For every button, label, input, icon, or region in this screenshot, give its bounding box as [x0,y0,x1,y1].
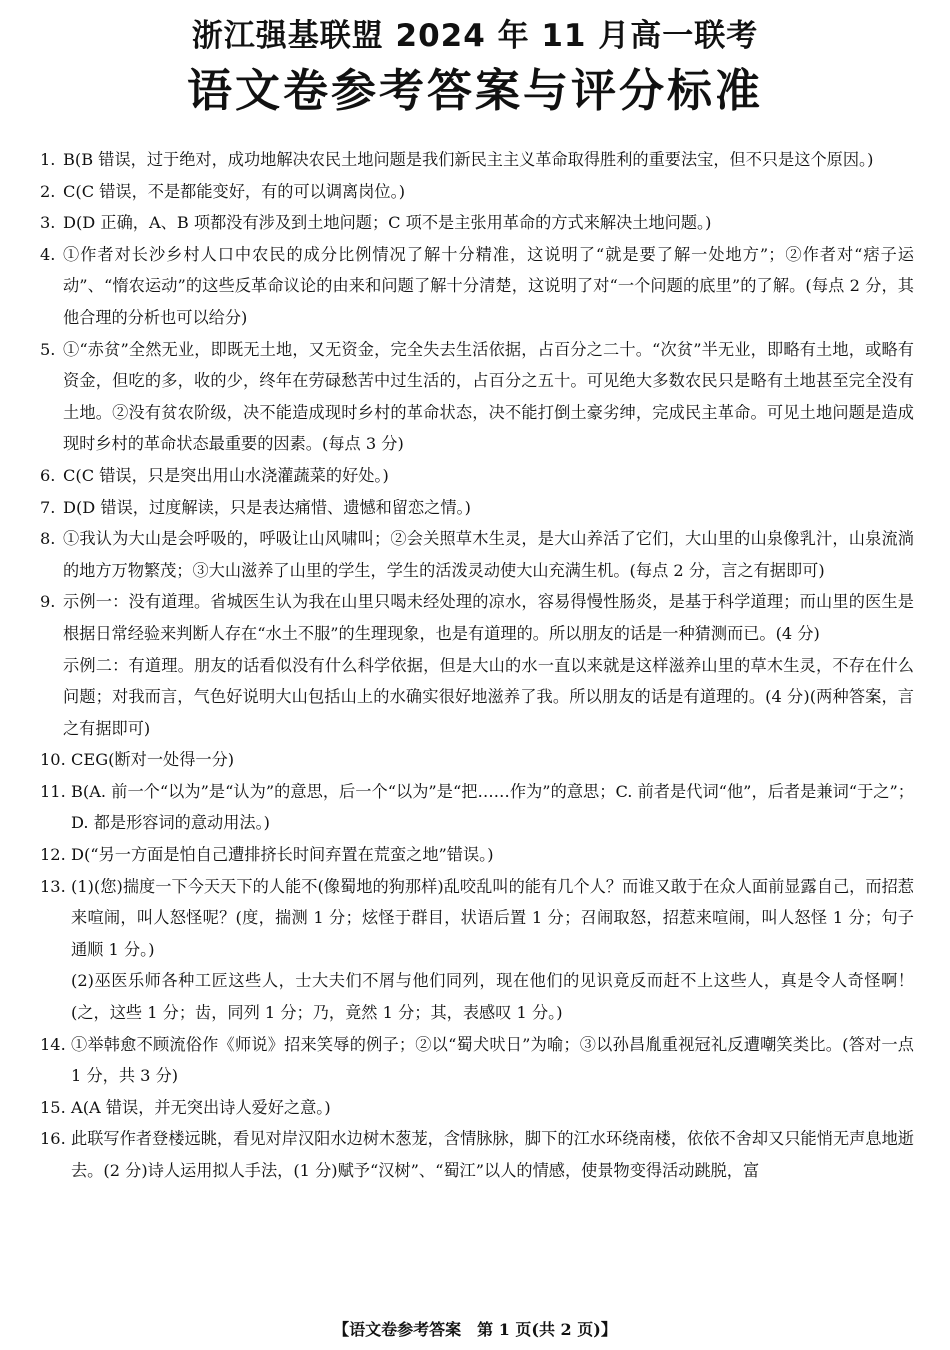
answer-text-part-1: (1)(您)揣度一下今天天下的人能不(像蜀地的狗那样)乱咬乱叫的能有几个人？而谁又敢于在众人面前显露自己，而招惹来喧闹，叫人怒怪呢？(度，揣测 1 分；炫怪于群目，状语后置 1 分；召闹取怒，招惹来喧闹，叫人怒怪 1 分；句子通顺 1 分。) [71,876,914,959]
answer-text: D(D 正确，A、B 项都没有涉及到土地问题；C 项不是主张用革命的方式来解决土地问题。) [63,213,712,233]
exam-title: 浙江强基联盟 2024 年 11 月高一联考 [191,18,759,54]
answer-item-11 [40,776,914,839]
answer-item-3 [40,207,914,239]
answer-item-9 [40,586,914,744]
answer-text: 此联写作者登楼远眺，看见对岸汉阳水边树木葱茏，含情脉脉，脚下的江水环绕南楼，依依不舍却又只能悄无声息地逝去。(2 分)诗人运用拟人手法，(1 分)赋予“汉树”、“蜀江”以人的情感，使景物变得活动跳脱，富 [71,1129,914,1180]
answer-number: 11. [40,781,66,801]
answer-number: 16. [40,1129,66,1149]
answer-number: 9. [40,592,56,612]
answer-text: C(C 错误，只是突出用山水浇灌蔬菜的好处。) [63,465,389,485]
answer-item-7 [40,492,914,524]
answer-number: 6. [40,465,56,485]
answer-number: 15. [40,1097,66,1117]
answer-text: 示例一：没有道理。省城医生认为我在山里只喝未经处理的凉水，容易得慢性肠炎，是基于科学道理；而山里的医生是根据日常经验来判断人存在“水土不服”的生理现象，也是有道理的。所以朋友的话是一种猜测而已。(4 分) [63,592,914,643]
answer-item-4 [40,239,914,334]
answer-number: 5. [40,339,56,359]
answer-number: 14. [40,1034,66,1054]
answer-item-16 [40,1123,914,1186]
answer-number: 2. [40,181,56,201]
answer-number: 10. [40,750,66,770]
answer-text: B(A. 前一个“以为”是“认为”的意思，后一个“以为”是“把……作为”的意思；C. 前者是代词“他”，后者是兼词“于之”；D. 都是形容词的意动用法。) [71,781,914,833]
answer-text: B(B 错误，过于绝对，成功地解决农民土地问题是我们新民主主义革命取得胜利的重要法宝，但不只是这个原因。) [63,150,874,169]
answer-text: D(“另一方面是怕自己遭排挤长时间弃置在荒蛮之地”错误。) [71,845,494,865]
answer-text: A(A 错误，并无突出诗人爱好之意。) [71,1097,331,1117]
answer-item-14 [40,1029,914,1092]
answer-text-part-2: (2)巫医乐师各种工匠这些人，士大夫们不屑与他们同列，现在他们的见识竟反而赶不上这些人，真是令人奇怪啊！(之，这些 1 分；齿，同列 1 分；乃，竟然 1 分；其，表感叹 1 分。) [71,971,914,1023]
answer-number: 8. [40,529,56,549]
answer-item-15 [40,1092,914,1124]
answer-number: 3. [40,213,56,233]
answer-item-12 [40,839,914,871]
answer-number: 4. [40,244,56,264]
answer-list [40,144,914,1187]
answer-item-5 [40,334,914,460]
answer-text: D(D 错误，过度解读，只是表达痛惜、遗憾和留恋之情。) [63,497,471,517]
answer-number: 7. [40,497,56,517]
answer-item-1 [40,144,914,176]
answer-text: ①我认为大山是会呼吸的，呼吸让山风啸叫；②会关照草木生灵，是大山养活了它们，大山里的山泉像乳汁，山泉流淌的地方万物繁茂；③大山滋养了山里的学生，学生的活泼灵动使大山充满生机。(每点 2 分，言之有据即可) [63,529,914,580]
answer-text-example-2: 示例二：有道理。朋友的话看似没有什么科学依据，但是大山的水一直以来就是这样滋养山里的草木生灵，不存在什么问题；对我而言，气色好说明大山包括山上的水确实很好地滋养了我。所以朋友的话是有道理的。(4 分)(两种答案，言之有据即可) [63,655,914,738]
answer-number: 1. [40,150,56,169]
answer-text: CEG(断对一处得一分) [71,750,235,770]
answer-text: ①举韩愈不顾流俗作《师说》招来笑辱的例子；②以“蜀犬吠日”为喻；③以孙昌胤重视冠礼反遭嘲笑类比。(答对一点 1 分，共 3 分) [71,1034,914,1086]
answer-item-13 [40,871,914,1029]
answer-item-8 [40,523,914,586]
answer-text: ①作者对长沙乡村人口中农民的成分比例情况了解十分精准，这说明了“就是要了解一处地方”；②作者对“痞子运动”、“惰农运动”的这些反革命议论的由来和问题了解十分清楚，这说明了对“一个问题的底里”的了解。(每点 2 分，其他合理的分析也可以给分) [63,244,914,327]
answer-item-2 [40,176,914,208]
page-footer: 【语文卷参考答案 第 1 页(共 2 页)】 [333,1320,617,1339]
answer-number: 12. [40,845,66,865]
document-title: 语文卷参考答案与评分标准 [186,64,763,117]
answer-number: 13. [40,876,66,896]
answer-item-6 [40,460,914,492]
answer-text: ①“赤贫”全然无业，即既无土地，又无资金，完全失去生活依据，占百分之二十。“次贫”半无业，即略有土地，或略有资金，但吃的多，收的少，终年在劳碌愁苦中过生活的，占百分之五十。可见绝大多数农民只是略有土地甚至完全没有土地。②没有贫农阶级，决不能造成现时乡村的革命状态，决不能打倒土豪劣绅，完成民主革命。可见土地问题是造成现时乡村的革命状态最重要的因素。(每点 3 分) [63,339,914,454]
answer-text: C(C 错误，不是都能变好，有的可以调离岗位。) [63,181,406,201]
answer-item-10 [40,744,914,776]
